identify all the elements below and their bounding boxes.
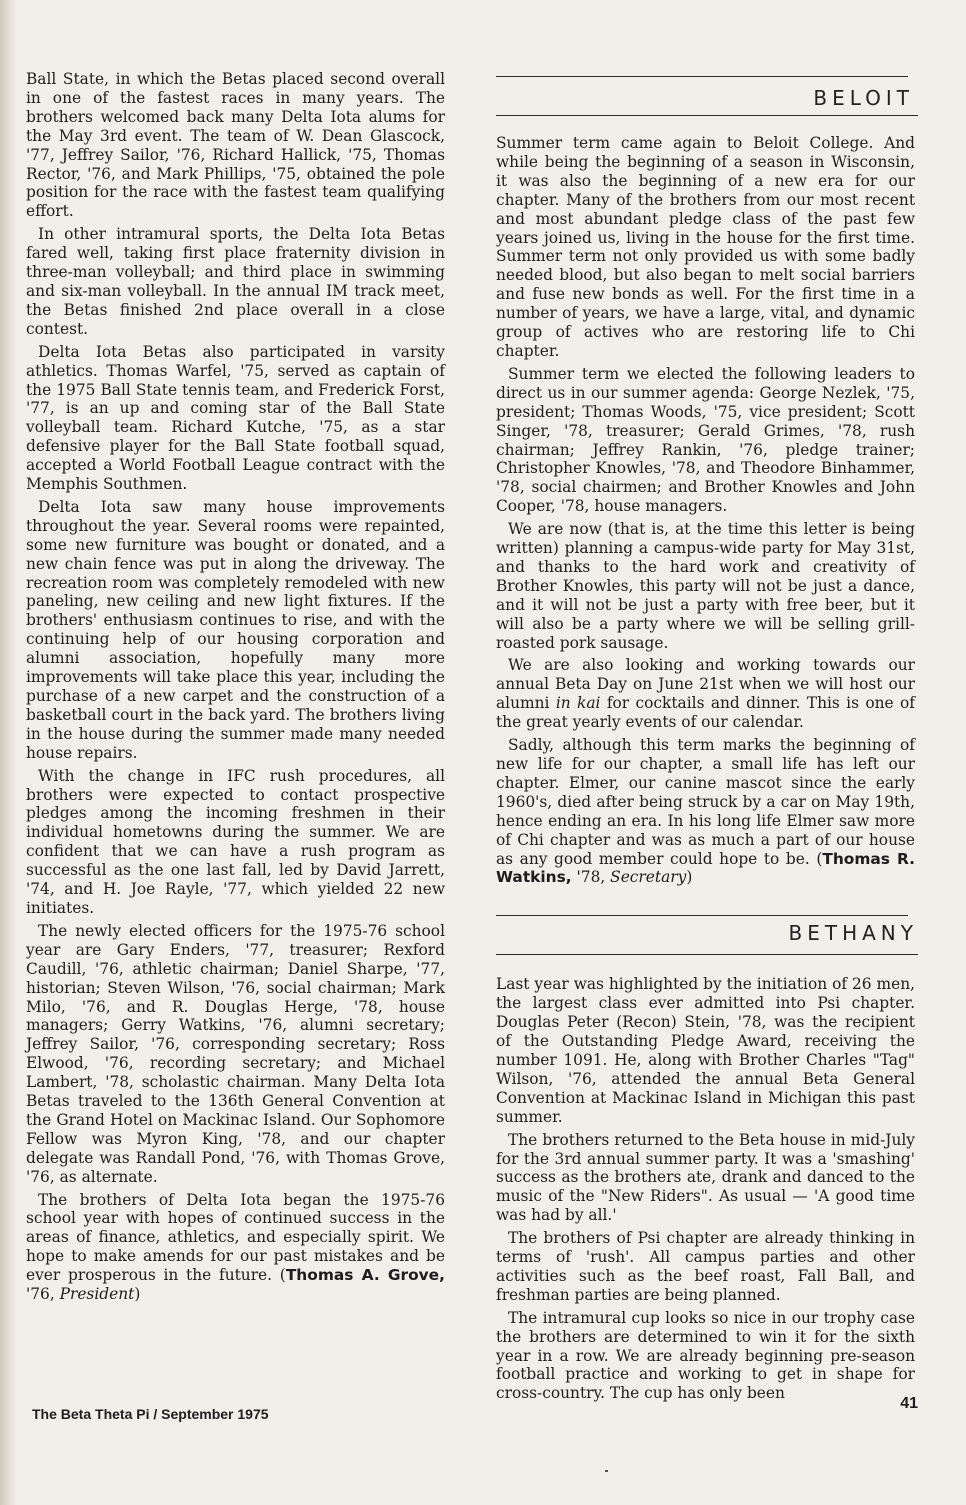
left-paragraph: The newly elected officers for the 1975-76 school year are Gary Enders, '77, treasurer; Rexford Caudill, '76, athletic chairman; Daniel Sharpe, '77, historian; Steven Wilson, '76, social chairman; Mark Milo, '76, and R. Douglas Herge, '78, house managers; Gerry Watkins, '76, alumni secretary; Jeffrey Sailor, '76, corresponding secretary; Ross Elwood, '76, recording secretary; and Michael Lambert, '78, scholastic chairman. Many Delta Iota Betas traveled to the 136th General Convention at the Grand Hotel on Mackinac Island. Our Sophomore Fellow was Myron King, '78, and our chapter delegate was Randall Pond, '76, with Thomas Grove, '76, as alternate. bbox=[26, 921, 445, 1186]
left-paragraph: Delta Iota saw many house improvements throughout the year. Several rooms were repainted, some new furniture was bought or donated, and a new chain fence was put in along the driveway. The recreation room was completely remodeled with new paneling, new ceiling and new light fixtures. If the brothers' enthusiasm continues to rise, and with the continuing help of our housing corporation and alumni association, hopefully many more improvements will take place this year, including the purchase of a new carpet and the construction of a basketball court in the back yard. The brothers living in the house during the summer made many needed house repairs. bbox=[26, 497, 445, 762]
left-paragraph: Ball State, in which the Betas placed second overall in one of the fastest races in many years. The brothers welcomed back many Delta Iota alums for the May 3rd event. The team of W. Dean Glascock, '77, Jeffrey Sailor, '76, Richard Hallick, '75, Thomas Rector, '76, and Mark Phillips, '75, obtained the pole position for the race with the fastest team qualifying effort. bbox=[26, 70, 445, 221]
bethany-top-rule bbox=[496, 915, 908, 916]
beloit-heading: BELOIT bbox=[813, 86, 914, 110]
bethany-paragraph: The brothers returned to the Beta house in mid-July for the 3rd annual summer party. It was a 'smashing' success as the brothers ate, drank and danced to the music of the "New Riders". As usual — 'A good time was had by all.' bbox=[496, 1130, 915, 1225]
left-column bbox=[26, 70, 445, 1308]
beloit-text: Sadly, although this term marks the beginning of new life for our chapter, a small life has left our chapter. Elmer, our canine mascot since the early 1960's, died after being struck by a car on May 19th, hence ending an era. In his long life Elmer saw more of Chi chapter and was as much a part of our house as any good member could hope to be. bbox=[496, 736, 915, 868]
bethany-paragraph: The brothers of Psi chapter are already thinking in terms of 'rush'. All campus parties and other activities such as the beef roast, Fall Ball, and freshman parties are being planned. bbox=[496, 1229, 915, 1304]
beloit-text: We are also looking and working towards our annual Beta Day on June 21st when we will host our alumni bbox=[496, 656, 915, 713]
signature-close: ) bbox=[134, 1285, 141, 1304]
beloit-paragraph-beta-day bbox=[496, 656, 915, 732]
footer-publication: The Beta Theta Pi / September 1975 bbox=[32, 1406, 269, 1422]
beloit-final-paragraph bbox=[496, 736, 915, 887]
page-number: 41 bbox=[900, 1395, 918, 1412]
bethany-paragraph: Last year was highlighted by the initiation of 26 men, the largest class ever admitted into Psi chapter. Douglas Peter (Recon) Stein, '78, was the recipient of the Outstanding Pledge Award, receiving the number 1091. He, along with Brother Charles "Tag" Wilson, '76, attended the annual Beta General Convention at Mackinac Island in Michigan this past summer. bbox=[496, 975, 915, 1126]
left-paragraph: In other intramural sports, the Delta Iota Betas fared well, taking first place fraternity division in three-man volleyball; and third place in swimming and six-man volleyball. In the annual IM track meet, the Betas finished 2nd place overall in a close contest. bbox=[26, 225, 445, 338]
signature-open: ( bbox=[816, 849, 823, 868]
signature-role: Secretary bbox=[610, 868, 687, 887]
beloit-paragraph: We are now (that is, at the time this letter is being written) planning a campus-wide party for May 31st, and thanks to the hard work and creativity of Brother Knowles, this party will not be just a dance, and it will not be just a party with free beer, but it will also be a party where we will be selling grill-roasted pork sausage. bbox=[496, 520, 915, 652]
beloit-paragraph: Summer term we elected the following leaders to direct us in our summer agenda: George Nezlek, '75, president; Thomas Woods, '75, vice president; Scott Singer, '78, treasurer; Gerald Grimes, '78, rush chairman; Jeffrey Rankin, '76, pledge trainer; Christopher Knowles, '78, and Theodore Binhammer, '78, social chairmen; and Brother Knowles and John Cooper, '78, house managers. bbox=[496, 364, 915, 516]
beloit-text: for cocktails and dinner. This is one of the great yearly events of our calendar. bbox=[496, 694, 915, 732]
left-paragraph-text: The brothers of Delta Iota began the 1975-76 school year with hopes of continued success in the areas of finance, athletics, and especially spirit. We hope to make amends for our past mistakes and be ever prosperous in the future. bbox=[26, 1190, 445, 1285]
beloit-italic-text: in kai bbox=[555, 694, 601, 713]
left-final-paragraph bbox=[26, 1191, 445, 1304]
bethany-bottom-rule bbox=[496, 954, 918, 955]
beloit-paragraph: Summer term came again to Beloit College. And while being the beginning of a season in Wisconsin, it was also the beginning of a new era for our chapter. Many of the brothers from our most recent and most abundant pledge class of the past few years joined us, living in the house for the first time. Summer term not only provided us with some badly needed blood, but also began to melt social barriers and fuse new bonds as well. For the first time in a number of years, we have a large, vital, and dynamic group of actives who are restoring life to Chi chapter. bbox=[496, 134, 915, 360]
bethany-heading-block bbox=[496, 891, 918, 975]
beloit-bottom-rule bbox=[496, 115, 918, 116]
bethany-paragraph: The intramural cup looks so nice in our trophy case the brothers are determined to win it for the sixth year in a row. We are already beginning pre-season football practice and working to get in shape for cross-country. The cup has only been bbox=[496, 1308, 915, 1403]
beloit-section bbox=[496, 134, 915, 887]
signature-close: ) bbox=[686, 868, 693, 887]
left-paragraph: With the change in IFC rush procedures, all brothers were expected to contact prospective pledges among the incoming freshmen in their individual hometowns during the summer. We are confident that we can have a rush program as successful as the one last fall, led by David Jarrett, '74, and H. Joe Rayle, '77, which yielded 22 new initiates. bbox=[26, 766, 445, 917]
bethany-heading: BETHANY bbox=[788, 921, 918, 946]
signature-class: '76, bbox=[26, 1285, 60, 1304]
signature-open: ( bbox=[279, 1266, 286, 1285]
left-paragraph: Delta Iota Betas also participated in varsity athletics. Thomas Warfel, '75, served as captain of the 1975 Ball State tennis team, and Frederick Forst, '77, is an up and coming star of the Ball State volleyball team. Richard Kutche, '75, as a star defensive player for the Ball State football squad, accepted a World Football League contract with the Memphis Southmen. bbox=[26, 342, 445, 494]
signature-name: Thomas R. Watkins, bbox=[496, 849, 915, 887]
bethany-section bbox=[496, 975, 915, 1403]
signature-role: President bbox=[59, 1285, 135, 1304]
page-binding-shadow bbox=[0, 0, 16, 1505]
beloit-top-rule bbox=[496, 76, 908, 77]
signature-class: '78, bbox=[571, 868, 611, 887]
right-column bbox=[496, 134, 918, 1407]
print-speck bbox=[605, 1470, 608, 1472]
signature-name: Thomas A. Grove, bbox=[285, 1266, 445, 1285]
